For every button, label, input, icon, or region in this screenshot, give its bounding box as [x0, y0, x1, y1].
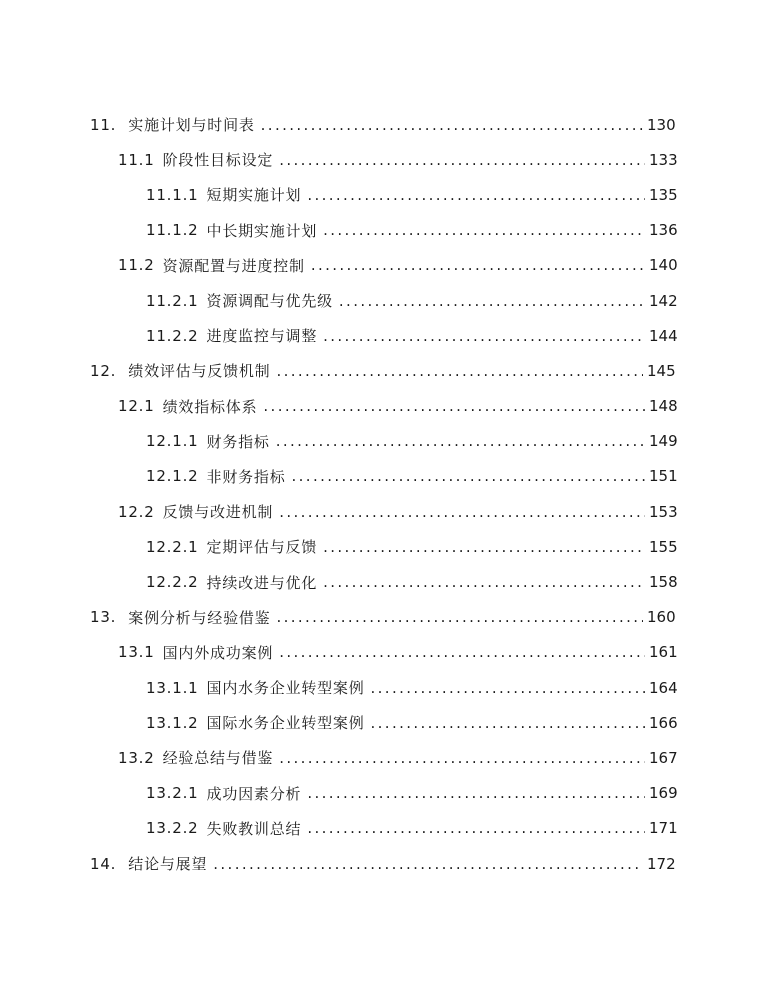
toc-entry-number: 12.1.1: [146, 432, 199, 451]
toc-dot-leader: [323, 327, 645, 345]
toc-dot-leader: [307, 819, 645, 837]
toc-entry-number: 14.: [90, 854, 117, 873]
toc-entry-page-number: 135: [649, 185, 678, 204]
toc-entry-page-number: 145: [647, 361, 676, 380]
toc-entry-page-number: 151: [649, 467, 678, 486]
toc-entry-level-1[interactable]: [0, 846, 765, 881]
toc-entry-number: 13.2.1: [146, 784, 199, 803]
toc-dot-leader: [307, 784, 645, 802]
toc-entry-title: 非财务指标: [206, 467, 286, 486]
toc-dot-leader: [276, 432, 645, 450]
toc-dot-leader: [261, 116, 643, 134]
toc-entry-page-number: 148: [649, 397, 678, 416]
toc-entry-level-3[interactable]: [0, 776, 765, 811]
toc-entry-page-number: 161: [649, 643, 678, 662]
toc-entry-title: 国内水务企业转型案例: [206, 679, 365, 698]
toc-dot-leader: [292, 467, 645, 485]
toc-entry-number: 12.1.2: [146, 467, 199, 486]
toc-entry-page-number: 171: [649, 819, 678, 838]
toc-entry-page-number: 155: [649, 537, 678, 556]
toc-entry-level-2[interactable]: [0, 635, 765, 670]
toc-entry-number: 13.2: [118, 748, 155, 767]
toc-entry-number: 12.: [90, 361, 117, 380]
toc-entry-number: 11.1.2: [146, 221, 199, 240]
toc-entry-title: 短期实施计划: [206, 186, 302, 205]
toc-entry-number: 12.1: [118, 397, 155, 416]
toc-entry-level-3[interactable]: [0, 177, 765, 212]
toc-dot-leader: [279, 151, 645, 169]
toc-entry-page-number: 172: [647, 854, 676, 873]
toc-entry-title: 国内外成功案例: [162, 643, 274, 662]
toc-entry-title: 成功因素分析: [206, 784, 302, 803]
toc-entry-number: 11.1.1: [146, 185, 199, 204]
toc-dot-leader: [276, 362, 643, 380]
toc-dot-leader: [371, 679, 645, 697]
toc-entry-level-3[interactable]: [0, 529, 765, 564]
toc-entry-level-3[interactable]: [0, 811, 765, 846]
toc-dot-leader: [279, 749, 645, 767]
toc-entry-page-number: 144: [649, 326, 678, 345]
toc-entry-page-number: 167: [649, 748, 678, 767]
toc-entry-page-number: 158: [649, 573, 678, 592]
toc-entry-number: 13.1: [118, 643, 155, 662]
toc-entry-level-3[interactable]: [0, 459, 765, 494]
toc-dot-leader: [371, 714, 645, 732]
toc-entry-page-number: 169: [649, 784, 678, 803]
toc-entry-level-3[interactable]: [0, 564, 765, 599]
toc-entry-page-number: 153: [649, 502, 678, 521]
toc-dot-leader: [311, 256, 645, 274]
toc-dot-leader: [323, 573, 645, 591]
toc-entry-level-1[interactable]: [0, 353, 765, 388]
toc-dot-leader: [323, 221, 645, 239]
toc-entry-title: 经验总结与借鉴: [162, 749, 274, 768]
toc-entry-level-2[interactable]: [0, 740, 765, 775]
toc-entry-page-number: 164: [649, 678, 678, 697]
toc-entry-title: 反馈与改进机制: [162, 503, 274, 522]
toc-entry-title: 财务指标: [206, 432, 270, 451]
toc-dot-leader: [279, 503, 645, 521]
toc-entry-number: 12.2: [118, 502, 155, 521]
toc-entry-title: 案例分析与经验借鉴: [128, 608, 271, 627]
toc-entry-number: 12.2.1: [146, 537, 199, 556]
toc-entry-page-number: 133: [649, 150, 678, 169]
toc-entry-level-3[interactable]: [0, 670, 765, 705]
toc-entry-number: 13.1.2: [146, 713, 199, 732]
toc-entry-level-1[interactable]: [0, 600, 765, 635]
toc-entry-number: 11.2.1: [146, 291, 199, 310]
toc-dot-leader: [276, 608, 643, 626]
toc-entry-page-number: 160: [647, 608, 676, 627]
toc-entry-title: 资源调配与优先级: [206, 292, 333, 311]
toc-entry-page-number: 149: [649, 432, 678, 451]
table-of-contents: [0, 107, 765, 881]
toc-entry-level-2[interactable]: [0, 494, 765, 529]
toc-entry-title: 定期评估与反馈: [206, 538, 318, 557]
toc-entry-number: 11.2: [118, 256, 155, 275]
toc-entry-number: 11.2.2: [146, 326, 199, 345]
toc-entry-page-number: 140: [649, 256, 678, 275]
toc-entry-number: 13.1.1: [146, 678, 199, 697]
toc-entry-page-number: 142: [649, 291, 678, 310]
toc-entry-title: 阶段性目标设定: [162, 151, 274, 170]
toc-entry-level-2[interactable]: [0, 389, 765, 424]
toc-dot-leader: [263, 397, 645, 415]
toc-dot-leader: [323, 538, 645, 556]
toc-entry-number: 11.1: [118, 150, 155, 169]
toc-entry-level-3[interactable]: [0, 283, 765, 318]
toc-entry-page-number: 136: [649, 221, 678, 240]
toc-entry-title: 结论与展望: [128, 855, 208, 874]
toc-entry-title: 国际水务企业转型案例: [206, 714, 365, 733]
toc-dot-leader: [279, 643, 645, 661]
toc-entry-page-number: 166: [649, 713, 678, 732]
toc-entry-title: 资源配置与进度控制: [162, 256, 305, 275]
toc-entry-title: 失败教训总结: [206, 819, 302, 838]
toc-entry-level-2[interactable]: [0, 248, 765, 283]
toc-entry-level-2[interactable]: [0, 142, 765, 177]
toc-entry-number: 11.: [90, 115, 117, 134]
toc-entry-title: 实施计划与时间表: [128, 116, 255, 135]
toc-entry-number: 12.2.2: [146, 573, 199, 592]
toc-entry-level-3[interactable]: [0, 213, 765, 248]
toc-entry-level-3[interactable]: [0, 705, 765, 740]
toc-entry-level-1[interactable]: [0, 107, 765, 142]
toc-entry-title: 中长期实施计划: [206, 221, 318, 240]
toc-entry-number: 13.2.2: [146, 819, 199, 838]
toc-entry-number: 13.: [90, 608, 117, 627]
toc-dot-leader: [339, 292, 645, 310]
toc-entry-title: 绩效评估与反馈机制: [128, 362, 271, 381]
toc-entry-title: 持续改进与优化: [206, 573, 318, 592]
toc-dot-leader: [307, 186, 645, 204]
toc-entry-level-3[interactable]: [0, 424, 765, 459]
toc-dot-leader: [213, 855, 643, 873]
toc-entry-page-number: 130: [647, 115, 676, 134]
toc-entry-title: 进度监控与调整: [206, 327, 318, 346]
toc-entry-title: 绩效指标体系: [162, 397, 258, 416]
toc-entry-level-3[interactable]: [0, 318, 765, 353]
